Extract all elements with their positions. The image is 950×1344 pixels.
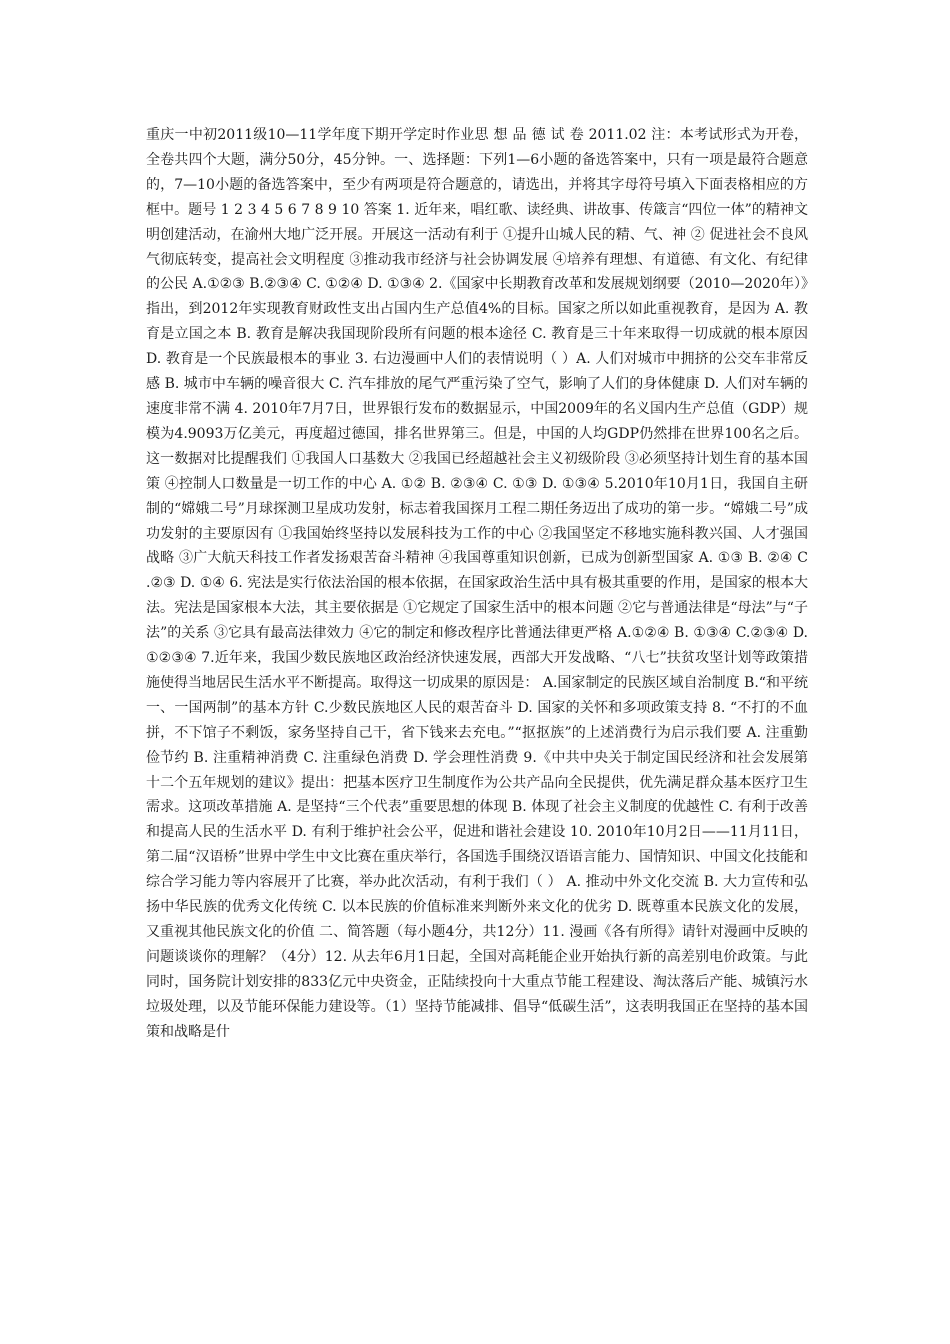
document-body-text: 重庆一中初2011级10—11学年度下期开学定时作业思 想 品 德 试 卷 2011.02 注：本考试形式为开卷，全卷共四个大题，满分50分，45分钟。一、选择题：下列1—6小题的备选答案中，只有一项是最符合题意的，7—10小题的备选答案中，至少有两项是符合题意的，请选出，并将其字母符号填入下面表格相应的方框中。题号 1 2 3 4 5 6 7 8 9 10 答案 1. 近年来，唱红歌、读经典、讲故事、传箴言“四位一体”的精神文明创建活动，在渝州大地广泛开展。开展这一活动有利于 ①提升山城人民的精、气、神 ② 促进社会不良风气彻底转变，提高社会文明程度 ③推动我市经济与社会协调发展 ④培养有理想、有道德、有文化、有纪律的公民 A.①②③ B.②③④ C. ①②④ D. ①③④ 2.《国家中长期教育改革和发展规划纲要（2010—2020年）》指出，到2012年实现教育财政性支出占国内生产总值4%的目标。国家之所以如此重视教育，是因为 A. 教育是立国之本 B. 教育是解决我国现阶段所有问题的根本途径 C. 教育是三十年来取得一切成就的根本原因 D. 教育是一个民族最根本的事业 3. 右边漫画中人们的表情说明（ ）A. 人们对城市中拥挤的公交车非常反感 B. 城市中车辆的噪音很大 C. 汽车排放的尾气严重污染了空气，影响了人们的身体健康 D. 人们对车辆的速度非常不满 4. 2010年7月7日，世界银行发布的数据显示，中国2009年的名义国内生产总值（GDP）规模为4.9093万亿美元，再度超过德国，排名世界第三。但是，中国的人均GDP仍然排在世界100名之后。这一数据对比提醒我们 ①我国人口基数大 ②我国已经超越社会主义初级阶段 ③必须坚持计划生育的基本国策 ④控制人口数量是一切工作的中心 A. ①② B. ②③④ C. ①③ D. ①③④ 5.2010年10月1日，我国自主研制的“嫦娥二号”月球探测卫星成功发射，标志着我国探月工程二期任务迈出了成功的第一步。“嫦娥二号”成功发射的主要原因有 ①我国始终坚持以发展科技为工作的中心 ②我国坚定不移地实施科教兴国、人才强国战略 ③广大航天科技工作者发扬艰苦奋斗精神 ④我国尊重知识创新，已成为创新型国家 A. ①③ B. ②④ C .②③ D. ①④ 6. 宪法是实行依法治国的根本依据，在国家政治生活中具有极其重要的作用，是国家的根本大法。宪法是国家根本大法，其主要依据是 ①它规定了国家生活中的根本问题 ②它与普通法律是“母法”与“子法”的关系 ③它具有最高法律效力 ④它的制定和修改程序比普通法律更严格 A.①②④ B. ①③④ C.②③④ D. ①②③④ 7.近年来，我国少数民族地区政治经济快速发展，西部大开发战略、“八七”扶贫攻坚计划等政策措施使得当地居民生活水平不断提高。取得这一切成果的原因是： A.国家制定的民族区域自治制度 B.“和平统一、一国两制”的基本方针 C.少数民族地区人民的艰苦奋斗 D. 国家的关怀和多项政策支持 8. “不打的不血拼，不下馆子不剩饭，家务坚持自己干，省下钱来去充电。”“抠抠族”的上述消费行为启示我们要 A. 注重勤俭节约 B. 注重精神消费 C. 注重绿色消费 D. 学会理性消费 9.《中共中央关于制定国民经济和社会发展第十二个五年规划的建议》提出：把基本医疗卫生制度作为公共产品向全民提供，优先满足群众基本医疗卫生需求。这项改革措施 A. 是坚持“三个代表”重要思想的体现 B. 体现了社会主义制度的优越性 C. 有利于改善和提高人民的生活水平 D. 有利于维护社会公平，促进和谐社会建设 10. 2010年10月2日——11月11日，第二届“汉语桥”世界中学生中文比赛在重庆举行，各国选手围绕汉语语言能力、国情知识、中国文化技能和综合学习能力等内容展开了比赛，举办此次活动，有利于我们（ ） A. 推动中外文化交流 B. 大力宣传和弘扬中华民族的优秀文化传统 C. 以本民族的价值标准来判断外来文化的优劣 D. 既尊重本民族文化的发展，又重视其他民族文化的价值 二、简答题（每小题4分，共12分）11. 漫画《各有所得》请针对漫画中反映的问题谈谈你的理解？（4分）12. 从去年6月1日起，全国对高耗能企业开始执行新的高差别电价政策。与此同时，国务院计划安排的833亿元中央资金，正陆续投向十大重点节能工程建设、淘汰落后产能、城镇污水垃圾处理，以及节能环保能力建设等。（1）坚持节能减排、倡导“低碳生活”，这表明我国正在坚持的基本国策和战略是什 xyxy=(146,127,808,1040)
